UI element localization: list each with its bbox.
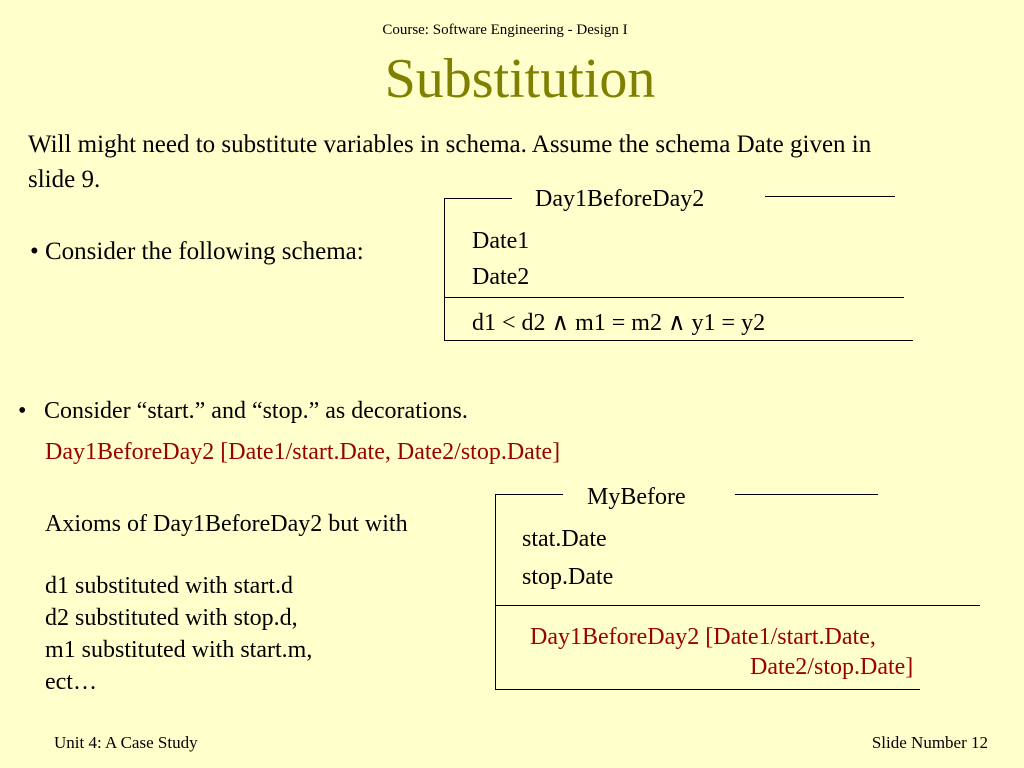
bullet-decorations-text: Consider “start.” and “stop.” as decorations. (44, 398, 468, 424)
course-label: Course: Software Engineering - Design I (382, 22, 628, 38)
substitution-expression: Day1BeforeDay2 [Date1/start.Date, Date2/stop.Date] (45, 439, 561, 465)
footer-slide-number: Slide Number 12 (871, 733, 988, 752)
schema2-top-left-line (495, 494, 563, 495)
schema2-decl-stop-date: stop.Date (522, 564, 614, 590)
axioms-text: Axioms of Day1BeforeDay2 but with (45, 511, 408, 537)
list-item: m1 substituted with start.m, (45, 637, 313, 663)
schema1-decl-date2: Date2 (472, 264, 530, 290)
list-item: d1 substituted with start.d (45, 573, 293, 599)
slide-title: Substitution (384, 48, 656, 110)
schema2-predicate-line2: Date2/stop.Date] (750, 654, 914, 680)
bullet-consider-schema: • Consider the following schema: (30, 238, 364, 265)
schema2-divider (495, 605, 980, 606)
schema2-top-right-line (735, 494, 878, 495)
schema1-predicate: d1 < d2 ∧ m1 = m2 ∧ y1 = y2 (472, 310, 766, 336)
list-item: ect… (45, 669, 97, 695)
footer-unit: Unit 4: A Case Study (54, 733, 198, 752)
schema1-divider (444, 297, 904, 298)
schema2-predicate-line1: Day1BeforeDay2 [Date1/start.Date, (530, 624, 876, 650)
schema1-decl-date1: Date1 (472, 228, 530, 254)
substitution-list (45, 570, 465, 698)
bullet-decorations (18, 398, 468, 425)
schema1-top-left-line (444, 198, 512, 199)
list-item: d2 substituted with stop.d, (45, 605, 298, 631)
intro-text: Will might need to substitute variables in schema. Assume the schema Date given in slide 9. (28, 131, 872, 193)
schema1-bottom-line (444, 340, 913, 341)
schema2-left-border (495, 494, 496, 690)
schema2-decl-stat-date: stat.Date (522, 526, 607, 552)
schema2-bottom-line (495, 689, 920, 690)
schema1-name: Day1BeforeDay2 (535, 186, 705, 212)
bullet-marker: • (18, 398, 27, 424)
schema2-name: MyBefore (587, 484, 686, 510)
schema1-top-right-line (765, 196, 895, 197)
schema1-left-border (444, 198, 445, 341)
